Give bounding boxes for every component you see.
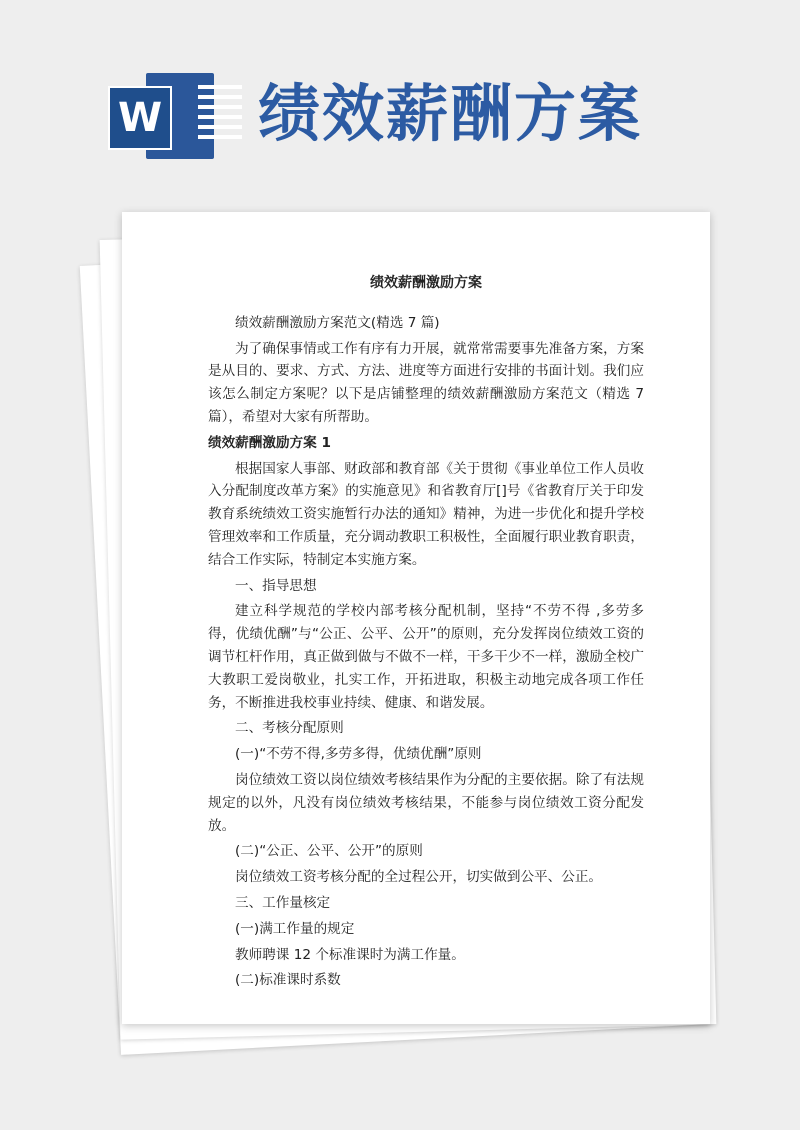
subsection-heading: 三、工作量核定	[235, 894, 331, 911]
subsection-heading: 一、指导思想	[235, 577, 317, 594]
item-heading: (一)“不劳不得,多劳多得，优绩优酬”原则	[235, 746, 482, 763]
subsection-heading: 二、考核分配原则	[235, 720, 344, 737]
word-document-icon	[108, 73, 214, 159]
header-banner	[0, 0, 800, 190]
document-title: 绩效薪酬激励方案	[370, 275, 482, 291]
item-heading: (一)满工作量的规定	[235, 920, 355, 937]
word-icon-lines	[198, 85, 242, 145]
body-paragraph: 建立科学规范的学校内部考核分配机制，坚持“不劳不得 ,多劳多得，优绩优酬”与“公正、公平、公开”的原则，充分发挥岗位绩效工资的调节杠杆作用，真正做到做与不做不一样，干多干少不一样，激励全校广大教职工爱岗敬业，扎实工作，开拓进取，积极主动地完成各项工作任务，不断推进我校事业持续、健康、和谐发展。	[208, 603, 644, 711]
intro-line: 绩效薪酬激励方案范文(精选 7 篇)	[235, 314, 440, 331]
body-paragraph: 岗位绩效工资考核分配的全过程公开，切实做到公平、公正。	[235, 869, 603, 886]
body-paragraph: 教师聘课 12 个标准课时为满工作量。	[235, 946, 465, 963]
document-content	[208, 272, 644, 995]
body-paragraph: 岗位绩效工资以岗位绩效考核结果作为分配的主要依据。除了有法规规定的以外，凡没有岗位绩效考核结果，不能参与岗位绩效工资分配发放。	[208, 771, 644, 834]
body-paragraph: 根据国家人事部、财政部和教育部《关于贯彻《事业单位工作人员收入分配制度改革方案》的实施意见》和省教育厅[]号《省教育厅关于印发教育系统绩效工资实施暂行办法的通知》精神，为进一步优化和提升学校管理效率和工作质量，充分调动教职工积极性，全面履行职业教育职责，结合工作实际，特制定本实施方案。	[208, 460, 644, 568]
document-page	[122, 212, 710, 1024]
section-heading: 绩效薪酬激励方案 1	[208, 434, 331, 451]
item-heading: (二)“公正、公平、公开”的原则	[235, 843, 423, 860]
word-icon-badge: W	[108, 86, 172, 150]
intro-paragraph: 为了确保事情或工作有序有力开展，就常常需要事先准备方案，方案是从目的、要求、方式、方法、进度等方面进行安排的书面计划。我们应该怎么制定方案呢？以下是店铺整理的绩效薪酬激励方案范文（精选 7 篇），希望对大家有所帮助。	[208, 340, 644, 425]
banner-title: 绩效薪酬方案	[258, 77, 643, 150]
item-heading: (二)标准课时系数	[235, 972, 341, 989]
